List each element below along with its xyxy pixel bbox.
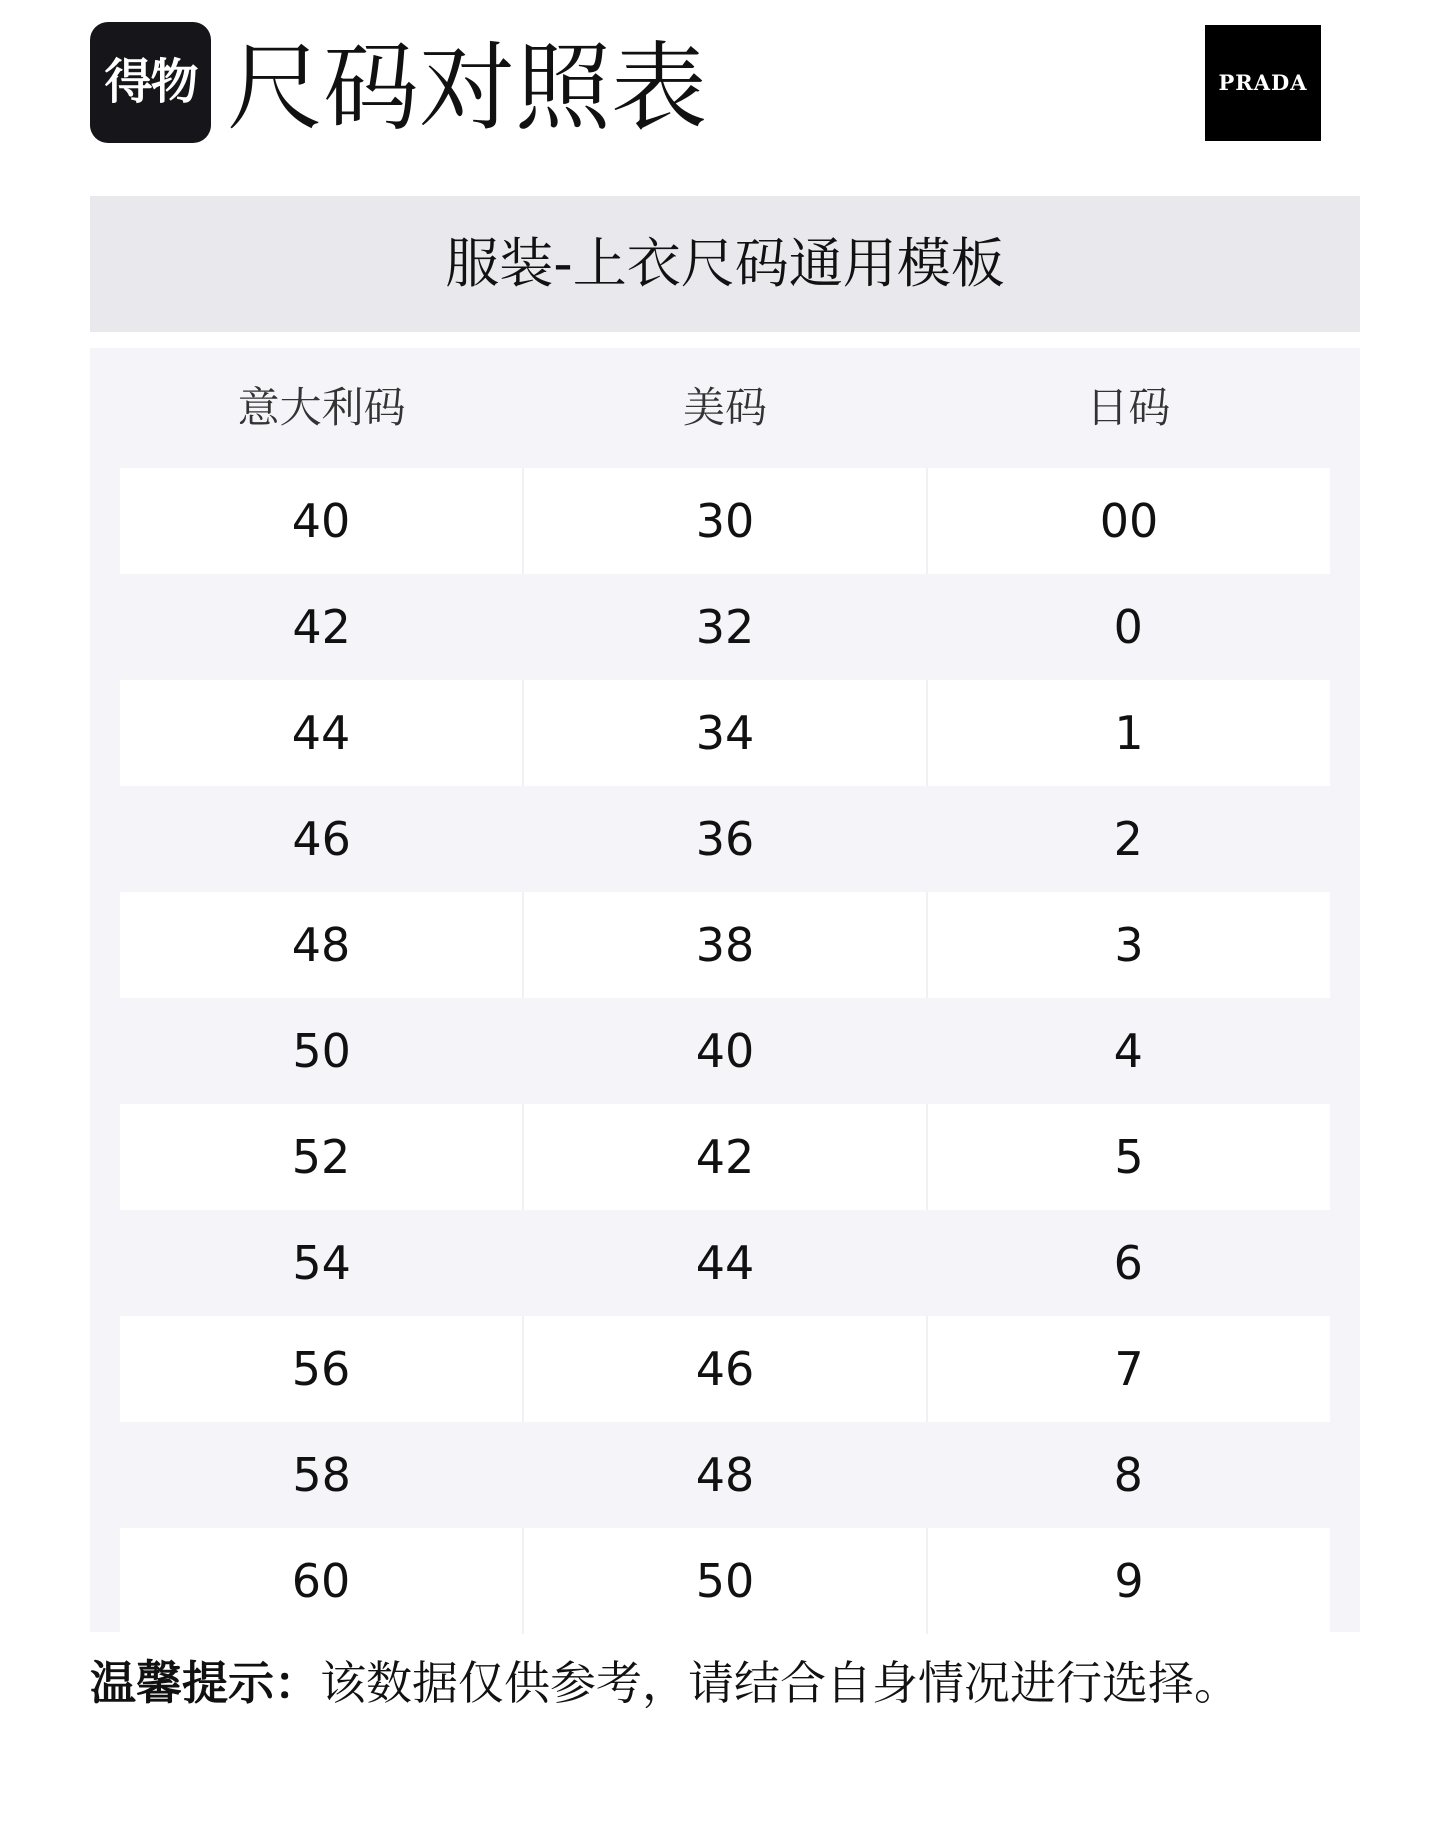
table-cell: 46 [292,812,351,866]
header [90,22,1320,152]
table-cell: 30 [522,468,926,574]
table-row [120,680,1330,786]
table-cell: 42 [522,1104,926,1210]
table-cell: 40 [695,1024,755,1078]
table-cell: 38 [522,892,926,998]
table-cell: 32 [695,600,755,654]
table-header-row [120,348,1330,468]
table-cell: 1 [926,680,1330,786]
table-cell: 6 [1113,1236,1143,1290]
table-row [120,892,1330,998]
table-cell: 56 [291,1342,351,1396]
table-cell: 36 [695,812,755,866]
table-row [120,998,1330,1104]
table-row [120,1104,1330,1210]
table-row [120,468,1330,574]
app-logo: 得物 [90,22,211,143]
table-cell: 52 [291,1130,351,1184]
tip-note [90,1650,1240,1716]
table-cell: 8 [1113,1448,1143,1502]
page-title: 尺码对照表 [227,32,707,144]
table-row [120,1422,1330,1528]
table-title: 服装-上衣尺码通用模板 [90,196,1360,332]
table-cell: 48 [291,918,351,972]
table-cell: 40 [291,494,351,548]
table-cell: 46 [522,1316,926,1422]
table-cell: 2 [1113,812,1143,866]
table-cell: 3 [926,892,1330,998]
table-row [120,1528,1330,1634]
table-cell: 00 [926,468,1330,574]
table-row [120,574,1330,680]
table-row [120,1316,1330,1422]
table-cell: 7 [926,1316,1330,1422]
table-cell: 58 [292,1448,351,1502]
table-cell: 34 [522,680,926,786]
table-cell: 0 [1113,600,1143,654]
column-header-italy: 意大利码 [237,383,406,432]
table-cell: 9 [926,1528,1330,1634]
size-table [90,348,1360,1632]
table-cell: 48 [695,1448,755,1502]
table-cell: 50 [292,1024,351,1078]
table-row [120,1210,1330,1316]
table-cell: 60 [291,1554,351,1608]
table-cell: 54 [292,1236,351,1290]
table-cell: 44 [291,706,351,760]
column-header-us: 美码 [682,383,767,432]
table-cell: 5 [926,1104,1330,1210]
tip-text: 该数据仅供参考，请结合自身情况进行选择。 [320,1656,1240,1710]
table-cell: 44 [695,1236,755,1290]
tip-label: 温馨提示： [90,1656,320,1710]
table-cell: 4 [1113,1024,1143,1078]
table-cell: 50 [522,1528,926,1634]
table-row [120,786,1330,892]
column-header-jp: 日码 [1086,383,1171,432]
brand-logo: PRADA [1205,25,1321,141]
table-body [120,468,1330,1634]
table-cell: 42 [292,600,351,654]
